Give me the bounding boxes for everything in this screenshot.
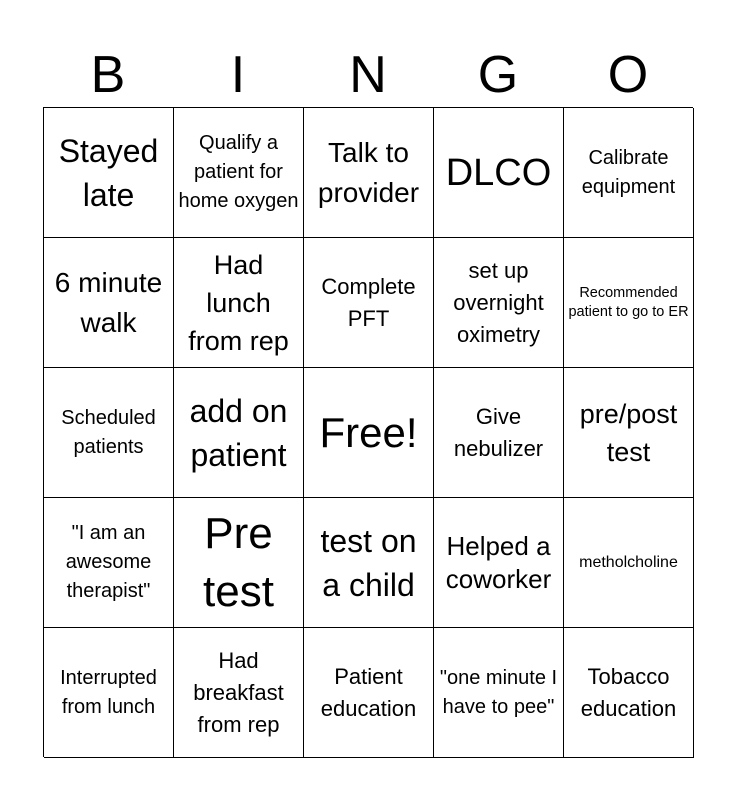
bingo-cell-r3c1[interactable] xyxy=(44,368,174,498)
free-space-label: Free! xyxy=(319,408,418,456)
header-letter-i: I xyxy=(230,46,246,104)
cell-label: Complete PFT xyxy=(321,273,416,331)
bingo-cell-r5c5[interactable] xyxy=(564,628,694,758)
cell-label: Interrupted from lunch xyxy=(60,666,157,718)
bingo-header xyxy=(43,44,693,106)
bingo-cell-r4c4[interactable] xyxy=(434,498,564,628)
bingo-cell-r5c4[interactable] xyxy=(434,628,564,758)
bingo-cell-r4c2[interactable] xyxy=(174,498,304,628)
header-letter-g: G xyxy=(477,46,519,104)
bingo-cell-r2c4[interactable] xyxy=(434,238,564,368)
cell-label: pre/post test xyxy=(579,398,678,467)
bingo-cell-r4c5[interactable] xyxy=(564,498,694,628)
bingo-cell-r5c1[interactable] xyxy=(44,628,174,758)
bingo-cell-r1c2[interactable] xyxy=(174,108,304,238)
bingo-cell-r2c1[interactable] xyxy=(44,238,174,368)
bingo-cell-r1c3[interactable] xyxy=(304,108,434,238)
cell-label: test on a child xyxy=(320,522,417,603)
cell-label: 6 minute walk xyxy=(54,266,163,338)
bingo-cell-r1c5[interactable] xyxy=(564,108,694,238)
cell-label: Qualify a patient for home oxygen xyxy=(178,132,299,212)
cell-label: "I am an awesome therapist" xyxy=(65,522,152,602)
cell-label: Calibrate equipment xyxy=(581,146,676,198)
cell-label: Scheduled patients xyxy=(61,406,156,458)
cell-label: Stayed late xyxy=(58,132,159,213)
cell-label: metholcholine xyxy=(579,553,678,571)
bingo-cell-r2c2[interactable] xyxy=(174,238,304,368)
cell-label: Tobacco education xyxy=(580,663,677,721)
cell-label: Give nebulizer xyxy=(453,403,544,461)
bingo-cell-r5c3[interactable] xyxy=(304,628,434,758)
bingo-cell-r3c2[interactable] xyxy=(174,368,304,498)
bingo-cell-r1c1[interactable] xyxy=(44,108,174,238)
cell-label: Talk to provider xyxy=(317,136,420,208)
header-letter-o: O xyxy=(607,46,649,104)
bingo-cell-r1c4[interactable] xyxy=(434,108,564,238)
cell-label: Recommended patient to go to ER xyxy=(568,284,689,320)
bingo-grid xyxy=(43,107,693,757)
bingo-cell-r3c5[interactable] xyxy=(564,368,694,498)
bingo-cell-r3c4[interactable] xyxy=(434,368,564,498)
cell-label: add on patient xyxy=(189,392,288,473)
cell-label: Helped a coworker xyxy=(445,530,552,594)
cell-label: "one minute I have to pee" xyxy=(439,666,558,718)
bingo-cell-r2c3[interactable] xyxy=(304,238,434,368)
bingo-cell-r5c2[interactable] xyxy=(174,628,304,758)
cell-label: set up overnight oximetry xyxy=(453,257,544,347)
cell-label: Had breakfast from rep xyxy=(193,647,284,737)
bingo-cell-r2c5[interactable] xyxy=(564,238,694,368)
cell-label: Had lunch from rep xyxy=(188,249,289,356)
header-letter-n: N xyxy=(349,46,387,104)
bingo-cell-r3c3[interactable] xyxy=(304,368,434,498)
bingo-cell-r4c1[interactable] xyxy=(44,498,174,628)
header-letter-b: B xyxy=(90,46,126,104)
cell-label: DLCO xyxy=(445,151,552,194)
bingo-cell-r4c3[interactable] xyxy=(304,498,434,628)
cell-label: Pre test xyxy=(203,508,274,616)
cell-label: Patient education xyxy=(320,663,417,721)
